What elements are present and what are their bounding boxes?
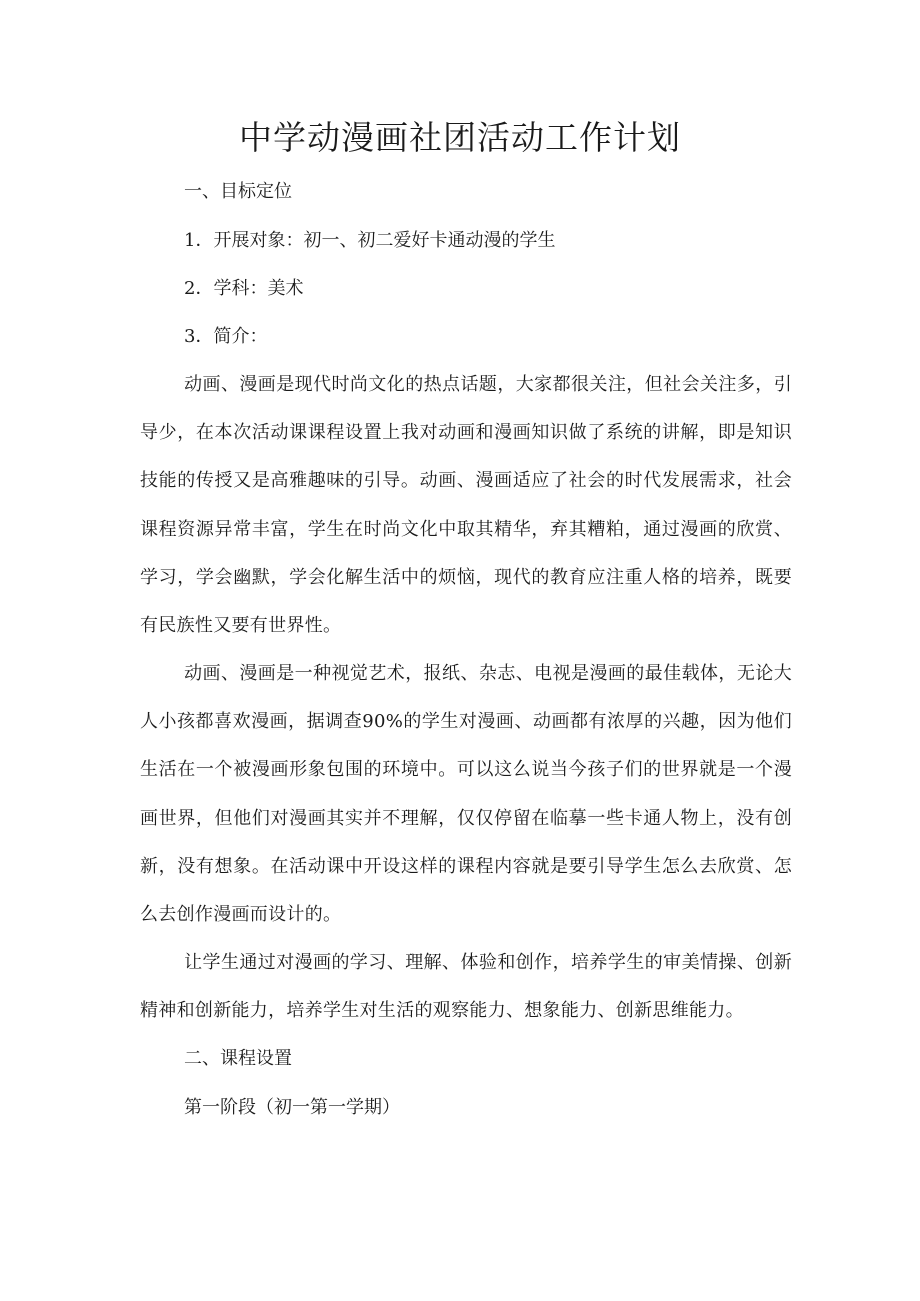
section-heading-goals: 一、目标定位 <box>184 181 292 202</box>
paragraph-intro-2: 动画、漫画是一种视觉艺术，报纸、杂志、电视是漫画的最佳载体，无论大人小孩都喜欢漫画，据调查90%的学生对漫画、动画都有浓厚的兴趣，因为他们生活在一个被漫画形象包围的环境中。可以这么说当今孩子们的世界就是一个漫画世界，但他们对漫画其实并不理解，仅仅停留在临摹一些卡通人物上，没有创新，没有想象。在活动课中开设这样的课程内容就是要引导学生怎么去欣赏、怎么去创作漫画而设计的。 <box>140 663 792 926</box>
paragraph-intro-3: 让学生通过对漫画的学习、理解、体验和创作，培养学生的审美情操、创新精神和创新能力，培养学生对生活的观察能力、想象能力、创新思维能力。 <box>140 952 792 1022</box>
paragraph-intro-1: 动画、漫画是现代时尚文化的热点话题，大家都很关注，但社会关注多，引导少，在本次活动课课程设置上我对动画和漫画知识做了系统的讲解，即是知识技能的传授又是高雅趣味的引导。动画、漫画适应了社会的时代发展需求，社会课程资源异常丰富，学生在时尚文化中取其精华，弃其糟粕，通过漫画的欣赏、学习，学会幽默，学会化解生活中的烦恼，现代的教育应注重人格的培养，既要有民族性又要有世界性。 <box>140 374 792 637</box>
stage-heading-first: 第一阶段（初一第一学期） <box>184 1097 400 1118</box>
list-item-introduction: 3．简介： <box>184 326 268 347</box>
document-title: 中学动漫画社团活动工作计划 <box>239 118 681 157</box>
list-item-subject: 2．学科：美术 <box>184 278 304 299</box>
list-item-target-audience: 1．开展对象：初一、初二爱好卡通动漫的学生 <box>184 230 556 251</box>
section-heading-curriculum: 二、课程设置 <box>184 1048 292 1069</box>
